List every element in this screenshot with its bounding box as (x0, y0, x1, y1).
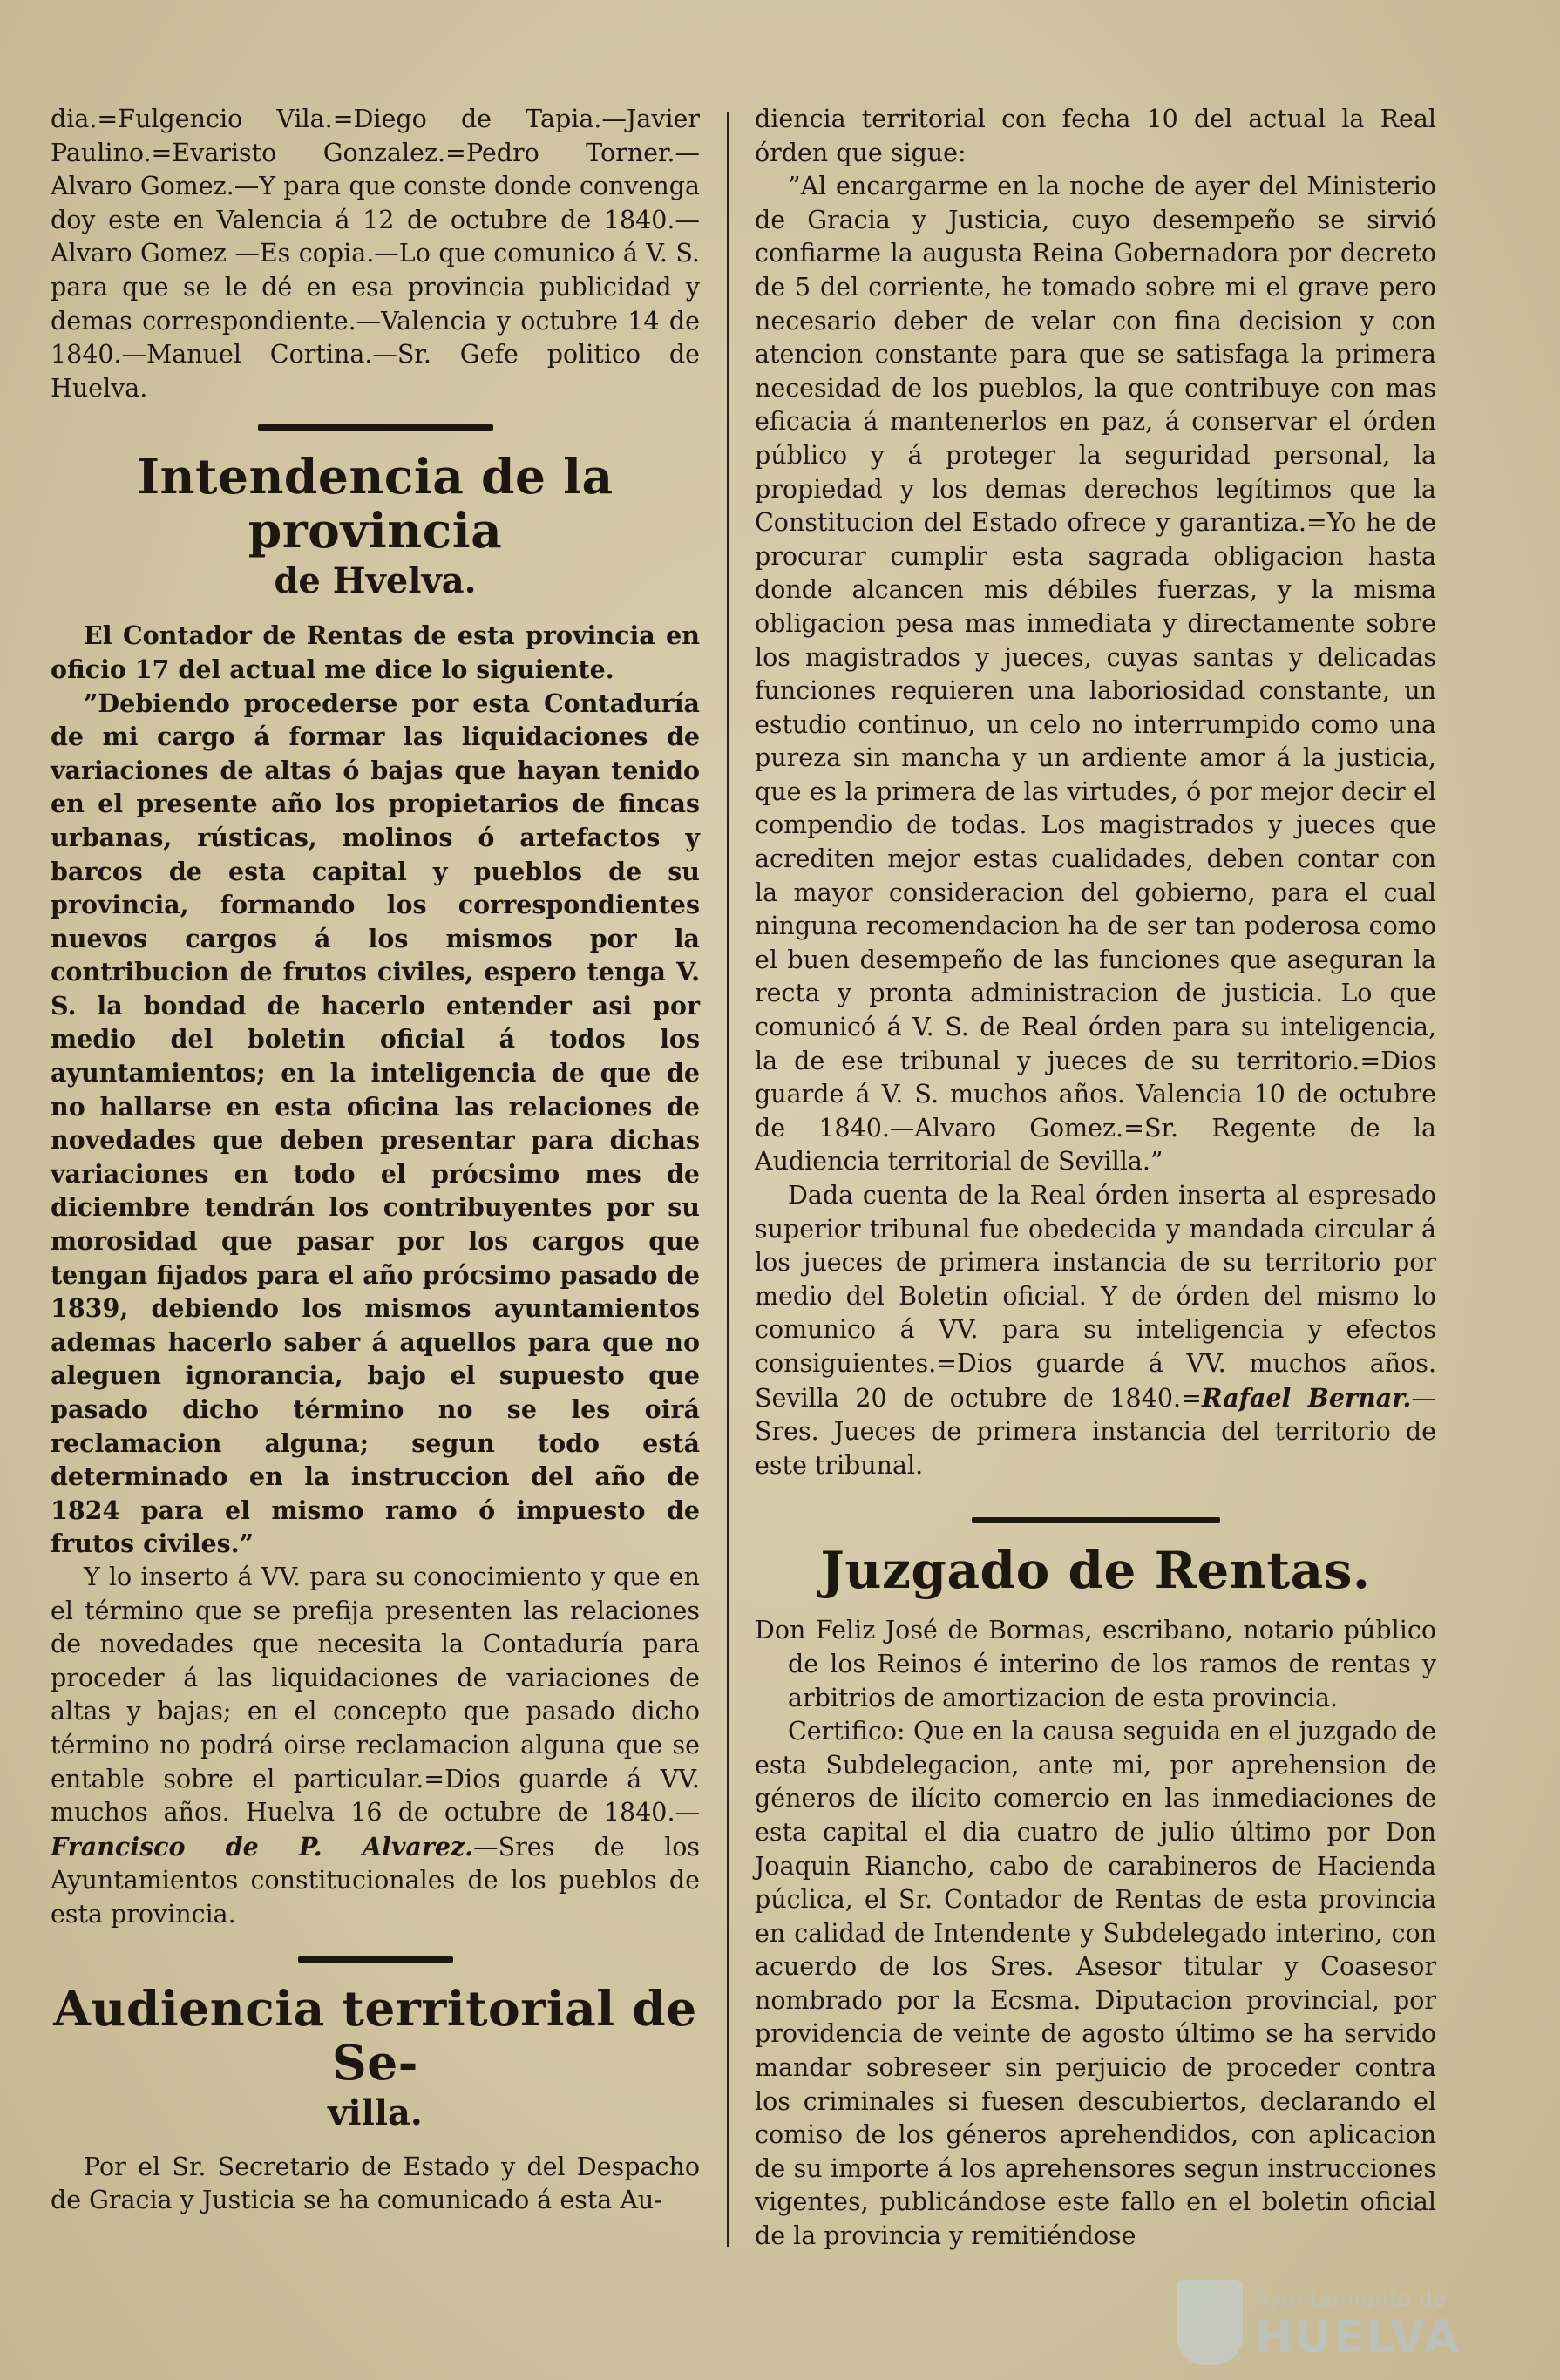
inserto-paragraph (51, 1561, 700, 1932)
audiencia-continued-paragraph: diencia territorial con fecha 10 del actual la Real órden que sigue: (755, 105, 1436, 167)
audiencia-heading: Audiencia territorial de Se- (53, 1979, 697, 2091)
section-rule (298, 1956, 453, 1963)
archive-watermark (1177, 2275, 1525, 2370)
dada-cuenta-closing: —Sres. Jueces de primera instancia del territorio de este tribunal. (755, 1383, 1436, 1480)
feliz-paragraph: Don Feliz José de Bormas, escribano, notario público de los Reinos é interino de los ramos de rentas y arbitrios de amortizacion de esta provincia. (755, 1616, 1436, 1712)
shield-icon (1177, 2280, 1243, 2365)
intro-paragraph: dia.=Fulgencio Vila.=Diego de Tapia.—Javier Paulino.=Evaristo Gonzalez.=Pedro Torner.—Alvaro Gomez.—Y para que conste donde convenga doy este en Valencia á 12 de octubre de 1840.—Alvaro Gomez —Es copia.—Lo que comunico á V. S. para que se le dé en esa provincia publicidad y demas correspondiente.—Valencia y octubre 14 de 1840.—Manuel Cortina.—Sr. Gefe politico de Huelva. (51, 105, 700, 403)
dada-cuenta-paragraph (755, 1179, 1436, 1482)
watermark-line1: Ayuntamiento de (1255, 2287, 1448, 2311)
left-column (51, 103, 700, 2218)
juzgado-heading: Juzgado de Rentas. (820, 1541, 1371, 1601)
real-orden-paragraph: ”Al encargarme en la noche de ayer del Ministerio de Gracia y Justicia, cuyo desempeño se sirvió confiarme la augusta Reina Gobernadora por decreto de 5 del corriente, he tomado sobre mi el grave pero necesario deber de velar con fina decision y con atencion constante para que se satisfaga la primera necesidad de los pueblos, la que contribuye con mas eficacia á mantenerlos en paz, á conservar el órden público y á proteger la seguridad personal, la propiedad y los demas derechos legítimos que la Constitucion del Estado ofrece y garantiza.=Yo he de procurar cumplir esta sagrada obligacion hasta donde alcancen mis débiles fuerzas, y la misma obligacion pesa mas inmediata y directamente sobre los magistrados y jueces, cuyas santas y delicadas funciones requieren una laboriosidad constante, un estudio continuo, un celo no interrumpido como una pureza sin mancha y un ardiente amor á la justicia, que es la primera de las virtudes, ó por mejor decir el compendio de todas. Los magistrados y jueces que acrediten mejor estas cualidades, deben contar con la mayor consideracion del gobierno, para el cual ninguna recomendacion ha de ser tan poderosa como el buen desempeño de las funciones que aseguran la recta y pronta administracion de justicia. Lo que comunicó á V. S. de Real órden para su inteligencia, la de ese tribunal y jueces de su territorio.=Dios guarde á V. S. muchos años. Valencia 10 de octubre de 1840.—Alvaro Gomez.=Sr. Regente de la Audiencia territorial de Sevilla.” (755, 172, 1436, 1176)
dada-cuenta-signature: Rafael Bernar. (1201, 1382, 1412, 1413)
intendencia-subheading: de Hvelva. (274, 560, 477, 602)
inserto-signature: Francisco de P. Alvarez. (51, 1831, 474, 1861)
contador-paragraph: El Contador de Rentas de esta provincia en oficio 17 del actual me dice lo siguiente. (51, 620, 700, 684)
contador-quote-paragraph: ”Debiendo procederse por esta Contaduría de mi cargo á formar las liquidaciones de variaciones de altas ó bajas que hayan tenido en el presente año los propietarios de fincas urbanas, rústicas, molinos ó artefactos y barcos de esta capital y pueblos de su provincia, formando los correspondientes nuevos cargos á los mismos por la contribucion de frutos civiles, espero tenga V. S. la bondad de hacerlo entender asi por medio del boletin oficial á todos los ayuntamientos; en la inteligencia de que de no hallarse en esta oficina las relaciones de novedades que deben presentar para dichas variaciones en todo el prócsimo mes de diciembre tendrán los contribuyentes por su morosidad que pasar por los cargos que tengan fijados para el año prócsimo pasado de 1839, debiendo los mismos ayuntamientos ademas hacerlo saber á aquellos para que no aleguen ignorancia, bajo el supuesto que pasado dicho término no se les oirá reclamacion alguna; segun todo está determinado en la instruccion del año de 1824 para el mismo ramo ó impuesto de frutos civiles.” (51, 688, 700, 1559)
audiencia-paragraph: Por el Sr. Secretario de Estado y del Despacho de Gracia y Justicia se ha comunicado á esta Au- (51, 2152, 700, 2215)
column-divider (727, 112, 729, 2247)
section-rule (972, 1517, 1220, 1523)
certifico-paragraph: Certifico: Que en la causa seguida en el juzgado de esta Subdelegacion, ante mi, por aprehension de géneros de ilícito comercio en las inmediaciones de esta capital el dia cuatro de julio último por Don Joaquin Riancho, cabo de carabineros de Hacienda púclica, el Sr. Contador de Rentas de esta provincia en calidad de Intendente y Subdelegado interino, con acuerdo de los Sres. Asesor titular y Coasesor nombrado por la Ecsma. Diputacion provincial, por providencia de veinte de agosto último se ha servido mandar sobreseer sin perjuicio de proceder contra los criminales si fuesen descubiertos, declarando el comiso de los géneros aprehendidos, con aplicacion de su importe á los aprehensores segun instrucciones vigentes, publicándose este fallo en el boletin oficial de la provincia y remitiéndose (755, 1717, 1436, 2251)
section-rule (258, 424, 493, 431)
inserto-text: Y lo inserto á VV. para su conocimiento y que en el término que se prefija presenten las relaciones de novedades que necesita la Contaduría para proceder á las liquidaciones de variaciones de altas y bajas; en el concepto que pasado dicho término no podrá oirse reclamacion alguna que se entable sobre el particular.=Dios guarde á VV. muchos años. Huelva 16 de octubre de 1840.— (51, 1562, 700, 1827)
inserto-closing: —Sres de los Ayuntamientos constitucionales de los pueblos de esta provincia. (51, 1832, 700, 1929)
intendencia-heading: Intendencia de la provincia (137, 448, 614, 559)
right-column (755, 103, 1436, 2254)
dada-cuenta-text: Dada cuenta de la Real órden inserta al espresado superior tribunal fue obedecida y mandada circular á los jueces de primera instancia de su territorio por medio del Boletin oficial. Y de órden del mismo lo comunico á VV. para su inteligencia y efectos consiguientes.=Dios guarde á VV. muchos años. Sevilla 20 de octubre de 1840.= (755, 1181, 1436, 1413)
audiencia-subheading: villa. (328, 2092, 423, 2133)
watermark-line2: HUELVA (1255, 2311, 1462, 2363)
